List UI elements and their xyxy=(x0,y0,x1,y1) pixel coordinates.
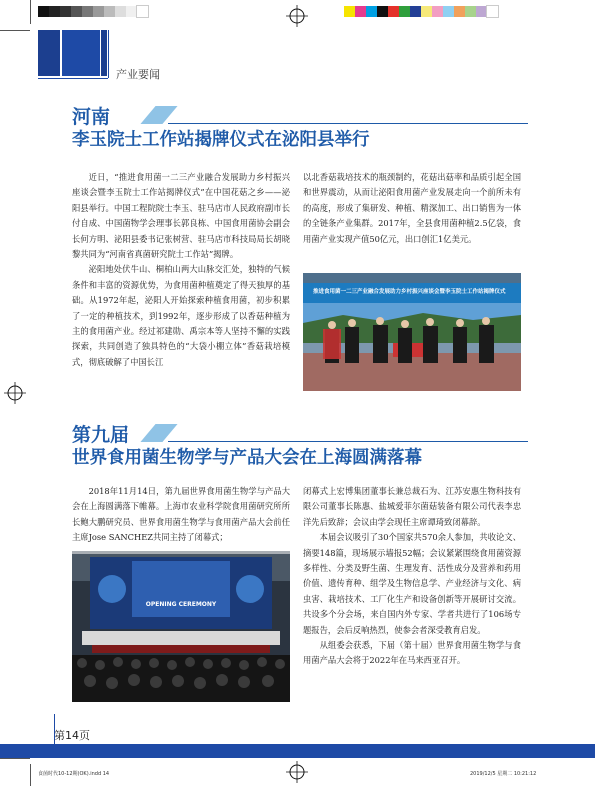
print-slug-right: 2019/12/5 星期二 10:21:12 xyxy=(470,771,537,777)
paragraph: 闭幕式上宏博集团董事长兼总裁石为、江苏安惠生物科技有限公司董事长陈惠、盐城爱菲尔菌菇装备有限公司代表李忠洋先后致辞；会议由学会现任主席谭琦致闭幕辞。 xyxy=(303,486,521,527)
page-number: 第14页 xyxy=(54,729,90,742)
article2-column-1 xyxy=(72,484,290,546)
ceremony-photo xyxy=(303,273,521,391)
article1-headline: 李玉院士工作站揭牌仪式在泌阳县举行 xyxy=(72,130,370,150)
paragraph: 2018年11月14日，第九届世界食用菌生物学与产品大会在上海圆满落下帷幕。上海市农业科学院食用菌研究所所长鲍大鹏研究员、世界食用菌生物学与食用菌产品大会前任主席Jose SANCHEZ共同主持了闭幕式； xyxy=(72,486,290,543)
article2-column-2 xyxy=(303,484,521,669)
footer-blue-bar xyxy=(0,744,595,758)
crop-mark xyxy=(0,30,30,31)
ceremony-banner-text: 推进食用菌一二三产业融合发展助力乡村振兴座谈会暨李玉院士工作站揭牌仪式 xyxy=(313,289,506,295)
header-blue-block xyxy=(62,30,100,76)
heading-accent-wedge xyxy=(140,106,177,124)
registration-mark-bottom xyxy=(286,761,308,783)
paragraph: 以北香菇栽培技术的瓶颈制约，花菇出菇率和品质引起全国和世界震动，从而让泌阳食用菌产业发展走向一个前所未有的高度，形成了集研发、种植、精深加工、出口销售为一体的全链条产业集群。2017年，全县食用菌种植2.5亿袋，食用菌产业实现产值50亿元，出口创汇1亿美元。 xyxy=(303,172,521,244)
article1-column-1 xyxy=(72,170,290,370)
paragraph: 从组委会获悉，下届（第十届）世界食用菌生物学与食用菌产品大会将于2022年在马来西亚召开。 xyxy=(303,640,521,666)
paragraph: 近日，“推进食用菌一二三产业融合发展助力乡村振兴座谈会暨李玉院士工作站揭牌仪式”在中国花菇之乡——泌阳县举行。中国工程院院士李玉、驻马店市人民政府副市长付自成、中国菌物学会理事长郭良栋、中国食用菌协会副会长何方明、泌阳县委书记张树营、驻马店市科技局局长胡晓黎共同为“河南省真菌研究院士工作站”揭牌。 xyxy=(72,172,290,260)
article2-region: 第九届 xyxy=(72,424,130,446)
registration-mark-top xyxy=(286,5,308,27)
crop-mark xyxy=(30,0,31,24)
print-slug-left: 食菌时代10-12期(OK).indd 14 xyxy=(38,771,110,777)
section-label: 产业要闻 xyxy=(116,68,160,81)
header-blue-block xyxy=(101,30,107,76)
crop-mark xyxy=(30,764,31,786)
heading-accent-wedge xyxy=(140,424,177,442)
paragraph: 泌阳地处伏牛山、桐柏山两大山脉交汇处，独特的气候条件和丰富的资源优势，为食用菌种植奠定了得天独厚的基础。从1972年起，泌阳人开始探索种植食用菌，初步积累了一定的种植技术，到1992年，逐步形成了以香菇种植为主的食用菌产业。经过祁建勋、禹宗本等人坚持不懈的实践探索，共同创造了独具特色的“大袋小棚立体”香菇栽培模式，彻底破解了中国长江 xyxy=(72,264,290,367)
header-blue-block xyxy=(38,30,60,76)
process-color-bar xyxy=(344,6,498,17)
header-rule xyxy=(108,30,109,78)
heading-rule xyxy=(168,123,528,124)
article2-headline: 世界食用菌生物学与产品大会在上海圆满落幕 xyxy=(72,448,422,468)
conference-photo xyxy=(72,551,290,702)
article1-column-2 xyxy=(303,170,521,247)
header-rule xyxy=(38,78,108,79)
heading-rule xyxy=(168,441,528,442)
conference-screen-text: OPENING CEREMONY xyxy=(145,601,217,608)
paragraph: 本届会议吸引了30个国家共570余人参加，共收论文、摘要148篇，现场展示墙报52幅；会议紧紧围绕食用菌资源多样性、分类及野生菌、生理发育、活性成分及营养和药用价值、遗传育种、组学及生物信息学、产业经济与文化、病虫害、栽培技术、工厂化生产和设备创新等开展研讨交流。共设多个分会场，来自国内外专家、学者共进行了106场专题报告，会后反响热烈，使参会者深受教育启发。 xyxy=(303,532,521,635)
crop-mark xyxy=(0,758,30,759)
registration-mark-left xyxy=(4,382,26,404)
article1-region: 河南 xyxy=(72,106,111,128)
grayscale-color-bar xyxy=(38,6,148,17)
